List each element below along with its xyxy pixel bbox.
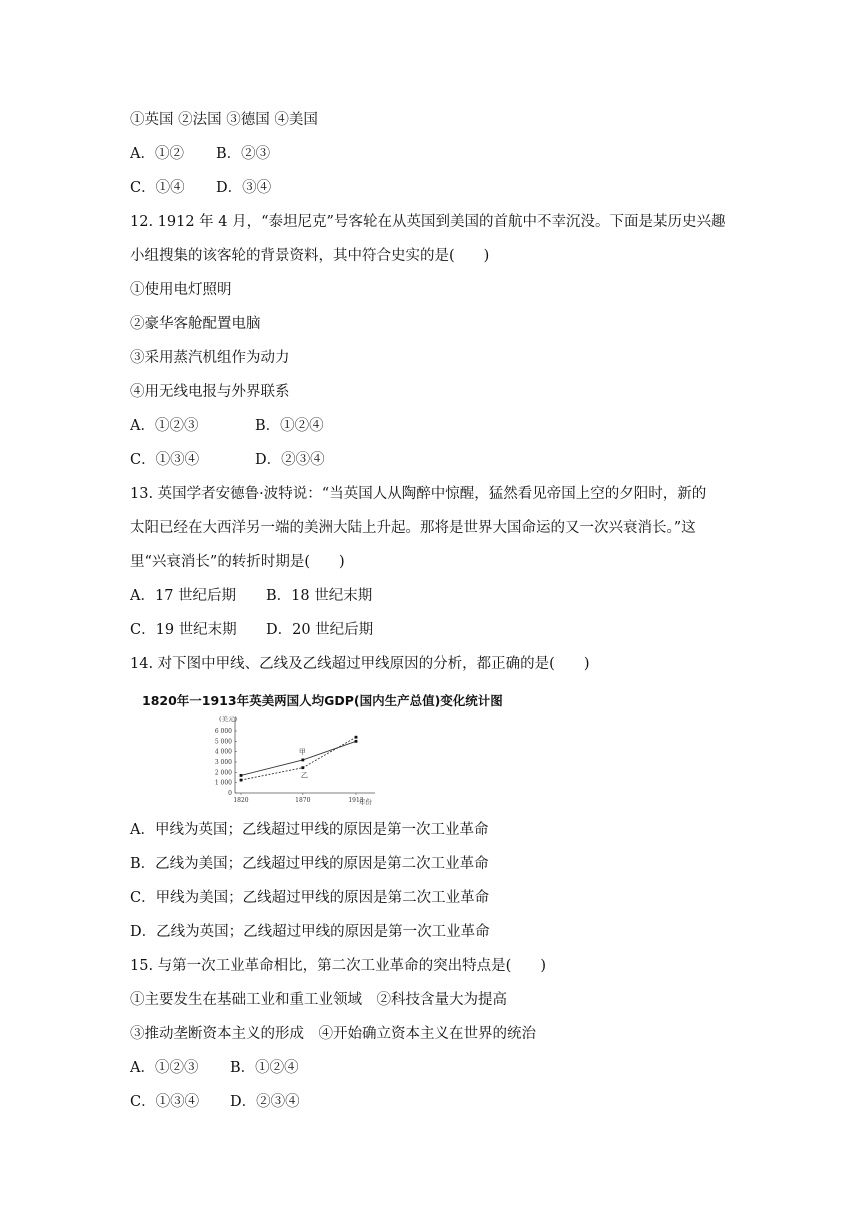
x-axis-label: 年份	[359, 798, 372, 806]
q13-stem-line1: 13. 英国学者安德鲁·波特说：“当英国人从陶醉中惊醒，猛然看见帝国上空的夕阳时，新的	[130, 486, 707, 502]
q13-stem-line3: 里“兴衰消长”的转折时期是( )	[130, 554, 345, 570]
q14-option-d: D．乙线为英国；乙线超过甲线的原因是第一次工业革命	[130, 924, 490, 940]
q13-option-d: D．20 世纪后期	[266, 622, 374, 638]
q14-option-c: C．甲线为美国；乙线超过甲线的原因是第二次工业革命	[130, 890, 490, 906]
q14-stem: 14. 对下图中甲线、乙线及乙线超过甲线原因的分析，都正确的是( )	[130, 656, 590, 672]
data-point-乙	[355, 736, 358, 739]
q12-stem-line1: 12. 1912 年 4 月，“泰坦尼克”号客轮在从英国到美国的首航中不幸沉没。下面是某历史兴趣	[130, 214, 726, 230]
data-point-甲	[240, 774, 243, 777]
y-tick-label: 2 000	[214, 769, 232, 777]
q15-option-b: B．①②④	[230, 1060, 299, 1076]
q14-option-a: A．甲线为英国；乙线超过甲线的原因是第一次工业革命	[130, 822, 489, 838]
gdp-line-chart	[205, 712, 390, 808]
y-tick-label: 1 000	[214, 779, 232, 787]
q12-stem-line2: 小组搜集的该客轮的背景资料，其中符合史实的是( )	[130, 248, 490, 264]
y-axis-label: (美元)	[219, 715, 238, 723]
data-point-甲	[301, 759, 304, 762]
q11-option-b: B．②③	[216, 146, 271, 162]
series-label-甲: 甲	[298, 747, 306, 756]
q13-stem-line2: 太阳已经在大西洋另一端的美洲大陆上升起。那将是世界大国命运的又一次兴衰消长。”这	[130, 520, 696, 536]
data-point-乙	[240, 779, 243, 782]
y-tick-label: 6 000	[214, 728, 232, 735]
q15-option-c: C．①③④	[130, 1094, 200, 1110]
q13-option-a: A．17 世纪后期	[130, 588, 237, 604]
q12-option-c: C．①③④	[130, 452, 200, 468]
data-point-甲	[355, 740, 358, 743]
y-tick-label: 5 000	[214, 738, 232, 746]
q11-option-a: A．①②	[130, 146, 184, 162]
x-tick-label: 1870	[295, 797, 311, 804]
y-tick-label: 3 000	[214, 759, 232, 766]
q12-item-2: ②豪华客舱配置电脑	[130, 316, 261, 332]
q15-items-line1: ①主要发生在基础工业和重工业领域 ②科技含量大为提高	[130, 992, 507, 1008]
q15-items-line2: ③推动垄断资本主义的形成 ④开始确立资本主义在世界的统治	[130, 1026, 536, 1042]
q11-option-d: D．③④	[216, 180, 272, 196]
y-tick-label: 4 000	[214, 748, 232, 756]
x-tick-label: 1913	[348, 797, 364, 804]
q12-option-d: D．②③④	[255, 452, 325, 468]
q12-option-b: B．①②④	[255, 418, 324, 434]
q11-option-c: C．①④	[130, 180, 185, 196]
q15-stem: 15. 与第一次工业革命相比，第二次工业革命的突出特点是( )	[130, 958, 546, 974]
y-tick-label: 0	[228, 790, 232, 797]
q13-option-b: B．18 世纪末期	[266, 588, 373, 604]
series-line-甲	[241, 741, 356, 775]
q11-items: ①英国 ②法国 ③德国 ④美国	[130, 112, 318, 128]
q12-option-a: A．①②③	[130, 418, 199, 434]
q14-option-b: B．乙线为美国；乙线超过甲线的原因是第二次工业革命	[130, 856, 489, 872]
data-point-乙	[301, 766, 304, 769]
q12-item-3: ③采用蒸汽机组作为动力	[130, 350, 290, 366]
x-tick-label: 1820	[233, 797, 249, 804]
chart-title: 1820年一1913年英美两国人均GDP(国内生产总值)变化统计图	[142, 693, 503, 708]
q15-option-a: A．①②③	[130, 1060, 199, 1076]
q15-option-d: D．②③④	[230, 1094, 300, 1110]
q12-item-1: ①使用电灯照明	[130, 282, 232, 298]
q12-item-4: ④用无线电报与外界联系	[130, 384, 290, 400]
series-line-乙	[241, 737, 356, 780]
q13-option-c: C．19 世纪末期	[130, 622, 237, 638]
series-label-乙: 乙	[300, 771, 308, 780]
